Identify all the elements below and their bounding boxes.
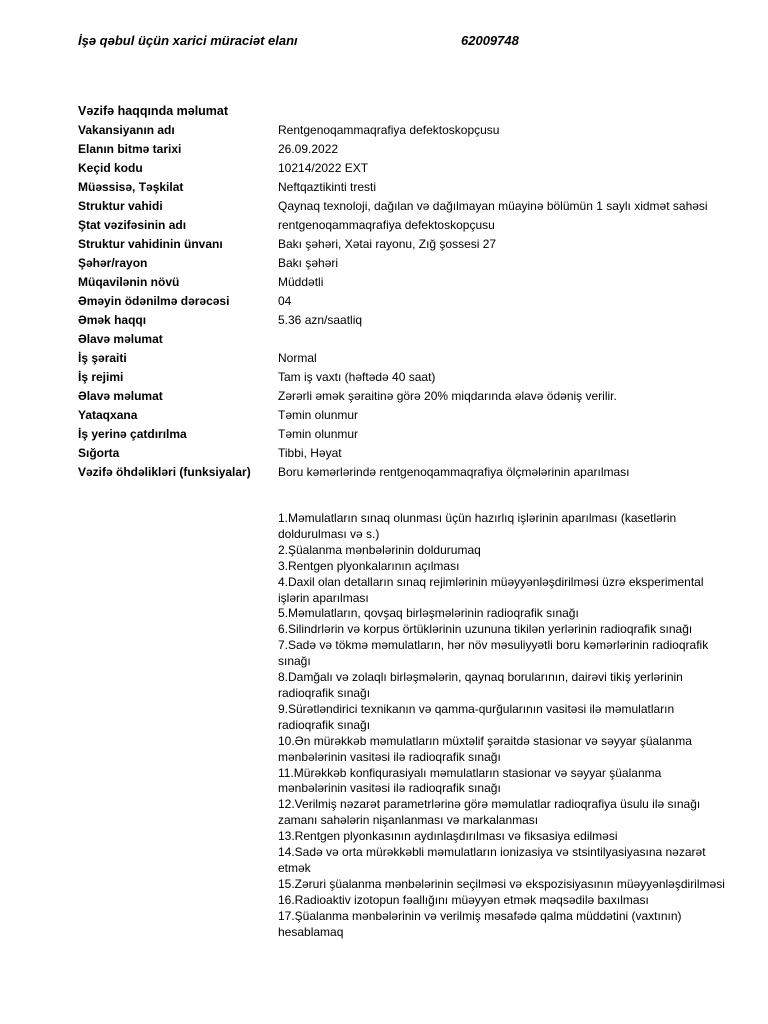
row-value: 10214/2022 EXT bbox=[278, 161, 369, 175]
info-row bbox=[78, 275, 728, 290]
duty-item: 14.Sadə və orta mürəkkəbli məmulatların ionizasiya və stsintilyasiyasına nəzarət etmək bbox=[278, 845, 706, 875]
duty-item: 15.Zəruri şüalanma mənbələrinin seçilməsi və ekspozisiyasının müəyyənləşdirilməsi bbox=[278, 876, 725, 891]
row-label: Əlavə məlumat bbox=[78, 389, 163, 403]
row-value bbox=[278, 332, 723, 347]
row-value: Təmin olunmur bbox=[278, 427, 359, 441]
info-row bbox=[78, 142, 728, 157]
row-label: İş rejimi bbox=[78, 370, 124, 384]
row-label: Struktur vahidi bbox=[78, 199, 163, 213]
duties-list bbox=[278, 511, 728, 940]
duty-item: 3.Rentgen plyonkalarının açılması bbox=[278, 558, 460, 573]
row-value: Normal bbox=[278, 351, 317, 365]
info-row bbox=[78, 294, 728, 309]
duty-item: 16.Radioaktiv izotopun fəallığını müəyyən etmək məqsədilə baxılması bbox=[278, 892, 649, 907]
row-value: 26.09.2022 bbox=[278, 142, 339, 156]
info-row bbox=[78, 370, 728, 385]
info-row bbox=[78, 218, 728, 233]
row-value: Neftqaztikinti tresti bbox=[278, 180, 377, 194]
duty-item: 17.Şüalanma mənbələrinin və verilmiş məsafədə qalma müddətini (vaxtının) hesablamaq bbox=[278, 908, 682, 939]
duty-item: 11.Mürəkkəb konfiqurasiyalı məmulatların stasionar və səyyar şüalanma mənbələrinin vasitəsi ilə radioqrafik sınağı bbox=[278, 765, 662, 796]
info-row bbox=[78, 180, 728, 195]
duty-item: 10.Ən mürəkkəb məmulatların müxtəlif şəraitdə stasionar və səyyar şüalanma mənbələrinin vasitəsi ilə radioqrafik sınağı bbox=[278, 733, 692, 764]
row-value: Bakı şəhəri, Xətai rayonu, Zığ şossesi 27 bbox=[278, 237, 497, 251]
row-label: İş şəraiti bbox=[78, 351, 127, 365]
duty-item: 9.Sürətləndirici texnikanın və qamma-qurğularının vasitəsi ilə məmulatların radioqrafik sınağı bbox=[278, 701, 675, 732]
row-value: Rentgenoqammaqrafiya defektoskopçusu bbox=[278, 123, 500, 137]
duty-item: 2.Şüalanma mənbələrinin doldurumaq bbox=[278, 542, 481, 557]
row-value: Tam iş vaxtı (həftədə 40 saat) bbox=[278, 370, 436, 384]
info-row bbox=[78, 199, 728, 214]
info-row bbox=[78, 408, 728, 423]
info-row bbox=[78, 123, 728, 138]
row-label: Əmək haqqı bbox=[78, 313, 147, 327]
row-label: Müqavilənin növü bbox=[78, 275, 180, 289]
info-row bbox=[78, 389, 728, 404]
row-label: Yataqxana bbox=[78, 408, 138, 422]
row-value: Qaynaq texnoloji, dağılan və dağılmayan müayinə bölümün 1 saylı xidmət sahəsi bbox=[278, 199, 708, 213]
duty-item: 6.Silindrlərin və korpus örtüklərinin uzununa tikilən yerlərinin radioqrafik sınağı bbox=[278, 622, 693, 637]
duty-item: 8.Damğalı və zolaqlı birləşmələrin, qaynaq borularının, dairəvi tikiş yerlərinin radioqrafik sınağı bbox=[278, 670, 683, 700]
row-label: İş yerinə çatdırılma bbox=[78, 427, 187, 441]
row-label: Müəssisə, Təşkilat bbox=[78, 180, 184, 194]
info-row bbox=[78, 161, 728, 176]
row-value: Təmin olunmur bbox=[278, 408, 359, 422]
duty-item: 7.Sadə və tökmə məmulatların, hər növ məsuliyyətli boru kəmərlərinin radioqrafik sınağı bbox=[278, 638, 709, 669]
row-value: Boru kəmərlərində rentgenoqammaqrafiya ölçmələrinin aparılması bbox=[278, 465, 630, 479]
row-value: Müddətli bbox=[278, 275, 324, 289]
info-row bbox=[78, 237, 728, 252]
row-value: Zərərli əmək şəraitinə görə 20% miqdarında əlavə ödəniş verilir. bbox=[278, 389, 617, 403]
section-title: Vəzifə haqqında məlumat bbox=[78, 104, 229, 118]
row-label: Ştat vəzifəsinin adı bbox=[78, 218, 187, 232]
row-value: 5.36 azn/saatliq bbox=[278, 313, 363, 327]
info-row bbox=[78, 313, 728, 328]
announcement-number: 62009748 bbox=[461, 33, 519, 48]
info-row bbox=[78, 351, 728, 366]
row-label: Struktur vahidinin ünvanı bbox=[78, 237, 223, 251]
announcement-title: İşə qəbul üçün xarici müraciət elanı bbox=[78, 33, 298, 48]
info-row bbox=[78, 465, 728, 480]
row-label: Vəzifə öhdəlikləri (funksiyalar) bbox=[78, 465, 251, 479]
duty-item: 12.Verilmiş nəzarət parametrlərinə görə məmulatlar radioqrafiya üsulu ilə sınağı zamanı sahələrin nişanlanması və markalanması bbox=[278, 797, 701, 828]
info-row bbox=[78, 256, 728, 271]
row-label: Şəhər/rayon bbox=[78, 256, 148, 270]
row-value: rentgenoqammaqrafiya defektoskopçusu bbox=[278, 218, 495, 232]
duty-item: 5.Məmulatların, qovşaq birləşmələrinin radioqrafik sınağı bbox=[278, 606, 579, 621]
info-row bbox=[78, 446, 728, 461]
duty-item: 4.Daxil olan detalların sınaq rejimlərinin müəyyənləşdirilməsi üzrə eksperimental işlərin aparılması bbox=[278, 574, 704, 605]
info-row bbox=[78, 427, 728, 442]
row-label: Keçid kodu bbox=[78, 161, 143, 175]
duty-item: 1.Məmulatların sınaq olunması üçün hazırlıq işlərinin aparılması (kasetlərin doldurulması və s.) bbox=[278, 511, 677, 541]
info-row bbox=[78, 332, 728, 347]
row-label: Vakansiyanın adı bbox=[78, 123, 175, 137]
row-value: Tibbi, Həyat bbox=[278, 446, 342, 460]
row-label: Elanın bitmə tarixi bbox=[78, 142, 182, 156]
row-value: 04 bbox=[278, 294, 292, 308]
info-table bbox=[78, 123, 728, 484]
row-label: Əlavə məlumat bbox=[78, 332, 163, 346]
row-label: Sığorta bbox=[78, 446, 120, 460]
row-label: Əməyin ödənilmə dərəcəsi bbox=[78, 294, 230, 308]
duty-item: 13.Rentgen plyonkasının aydınlaşdırılması və fiksasiya edilməsi bbox=[278, 829, 618, 844]
row-value: Bakı şəhəri bbox=[278, 256, 339, 270]
